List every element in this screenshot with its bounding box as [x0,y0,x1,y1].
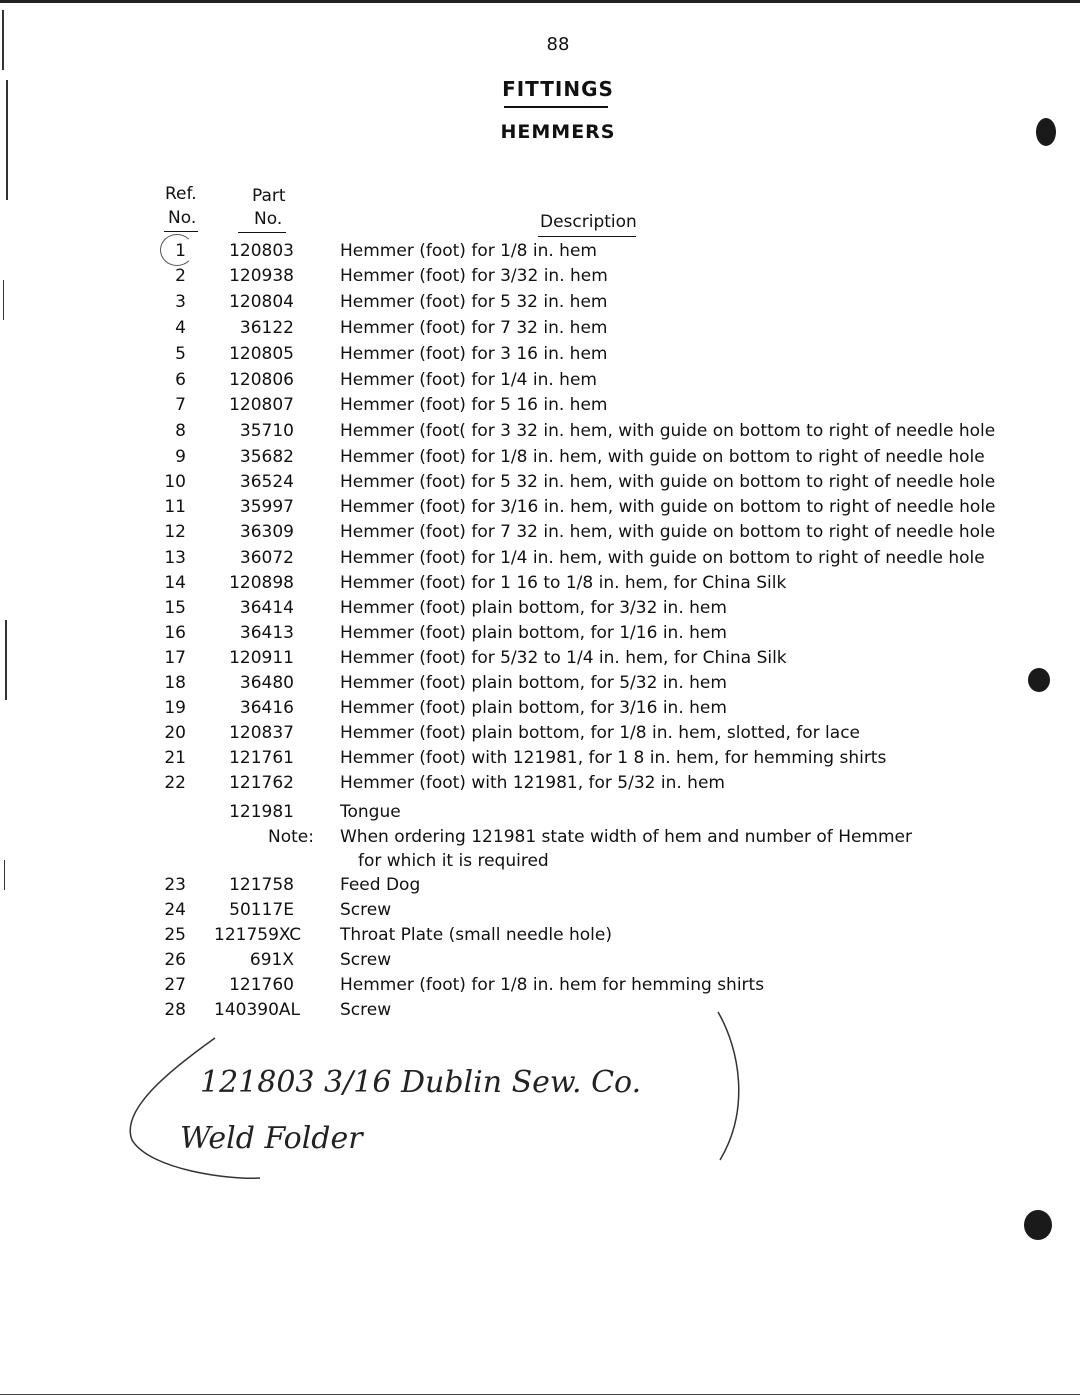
ref-number: 5 [175,344,186,364]
description: Hemmer (foot) with 121981, for 1 8 in. hem, for hemming shirts [340,748,887,768]
description: Hemmer (foot) for 1/8 in. hem, with guide on bottom to right of needle hole [340,447,985,467]
ref-number: 20 [164,723,186,743]
part-header-line1: Part [252,186,286,206]
description: Hemmer (foot) for 1 16 to 1/8 in. hem, for China Silk [340,573,787,593]
part-number: 120806 [229,370,294,390]
section-title: HEMMERS [500,121,616,143]
description: Hemmer (foot) plain bottom, for 1/8 in. hem, slotted, for lace [340,723,861,743]
description-header: Description [540,212,637,232]
description: Hemmer (foot) for 7 32 in. hem, with guide on bottom to right of needle hole [340,522,996,542]
ref-number: 26 [164,950,186,970]
page-title: FITTINGS [502,77,614,101]
handwriting-line-1: 121803 3/16 Dublin Sew. Co. [200,1065,642,1100]
margin-blot-mark [1036,118,1056,146]
part-number: 36072 [239,548,294,568]
ref-number: 4 [175,318,186,338]
part-number: 121762 [229,773,294,793]
description: Hemmer (foot) for 3/16 in. hem, with guide on bottom to right of needle hole [340,497,996,517]
description: Hemmer (foot) for 1/4 in. hem [340,370,597,390]
description: Hemmer (foot) for 1/8 in. hem [340,241,597,261]
margin-blot-mark [1028,668,1050,692]
part-number: 36414 [239,598,294,618]
description: Hemmer (foot) with 121981, for 5/32 in. hem [340,773,725,793]
description: Throat Plate (small needle hole) [340,925,612,945]
ref-number: 12 [164,522,186,542]
ref-number: 19 [164,698,186,718]
part-number: 36413 [239,623,294,643]
description: Hemmer (foot) for 1/8 in. hem for hemming shirts [340,975,765,995]
part-number: 140390AL [214,1000,300,1020]
part-number: 50117E [229,900,294,920]
ref-number: 27 [164,975,186,995]
margin-blot-mark [1024,1210,1052,1240]
description: Hemmer (foot) plain bottom, for 5/32 in. hem [340,673,727,693]
description: Hemmer (foot) for 3 16 in. hem [340,344,608,364]
part-number: 35682 [239,447,294,467]
description: Hemmer (foot) for 5/32 to 1/4 in. hem, for China Silk [340,648,787,668]
description: Hemmer (foot) for 5 32 in. hem, with guide on bottom to right of needle hole [340,472,996,492]
ref-number: 3 [175,292,186,312]
description: Screw [340,1000,392,1020]
part-number: 36524 [239,472,294,492]
part-number: 121761 [229,748,294,768]
part-number: 36122 [239,318,294,338]
description: Hemmer (foot) for 5 16 in. hem [340,395,608,415]
ref-number: 9 [175,447,186,467]
ref-number: 25 [164,925,186,945]
ref-number: 17 [164,648,186,668]
part-number: 121758 [229,875,294,895]
ref-number: 22 [164,773,186,793]
part-number: 120938 [229,266,294,286]
ref-number: 28 [164,1000,186,1020]
description: Hemmer (foot) plain bottom, for 3/16 in. hem [340,698,727,718]
ref-number: 24 [164,900,186,920]
description: Hemmer (foot) plain bottom, for 3/32 in. hem [340,598,727,618]
ref-number: 2 [175,266,186,286]
annotation-left-bracket [130,1038,260,1178]
note-text: When ordering 121981 state width of hem and number of Hemmer [340,827,912,847]
ref-number: 8 [175,421,186,441]
part-number: 36416 [239,698,294,718]
description: Hemmer (foot) for 7 32 in. hem [340,318,608,338]
part-number: 120803 [229,241,294,261]
part-number: 120804 [229,292,294,312]
description: Hemmer (foot( for 3 32 in. hem, with guide on bottom to right of needle hole [340,421,996,441]
ref-number: 14 [164,573,186,593]
description: Hemmer (foot) plain bottom, for 1/16 in. hem [340,623,727,643]
ref-number: 13 [164,548,186,568]
description: Tongue [340,802,401,822]
note-text-continued: for which it is required [358,851,549,871]
ref-number: 23 [164,875,186,895]
description: Hemmer (foot) for 5 32 in. hem [340,292,608,312]
annotation-right-bracket [718,1012,739,1160]
ref-number: 21 [164,748,186,768]
description: Hemmer (foot) for 1/4 in. hem, with guide on bottom to right of needle hole [340,548,985,568]
note-label: Note: [268,827,314,847]
ref-number: 7 [175,395,186,415]
ref-number: 16 [164,623,186,643]
ref-header-line2: No. [168,208,197,228]
ref-number: 1 [175,241,186,261]
part-number: 35997 [239,497,294,517]
description: Hemmer (foot) for 3/32 in. hem [340,266,608,286]
part-number: 120911 [229,648,294,668]
part-number: 120898 [229,573,294,593]
part-number: 35710 [239,421,294,441]
ref-number: 10 [164,472,186,492]
part-header-line2: No. [254,209,283,229]
ref-number: 6 [175,370,186,390]
part-number: 120807 [229,395,294,415]
part-number: 36480 [239,673,294,693]
part-number: 120805 [229,344,294,364]
part-number: 120837 [229,723,294,743]
description: Screw [340,950,392,970]
page-number: 88 [546,34,570,55]
ref-number: 15 [164,598,186,618]
description: Screw [340,900,392,920]
ref-number: 11 [164,497,186,517]
part-number: 691X [249,950,294,970]
part-number: 36309 [239,522,294,542]
part-number: 121759XC [214,925,302,945]
bottom-edge-rule [0,1394,1080,1395]
ref-number: 18 [164,673,186,693]
handwriting-line-2: Weld Folder [180,1121,363,1156]
part-number: 121760 [229,975,294,995]
description: Feed Dog [340,875,421,895]
part-number: 121981 [229,802,294,822]
ref-header-line1: Ref. [165,184,197,204]
